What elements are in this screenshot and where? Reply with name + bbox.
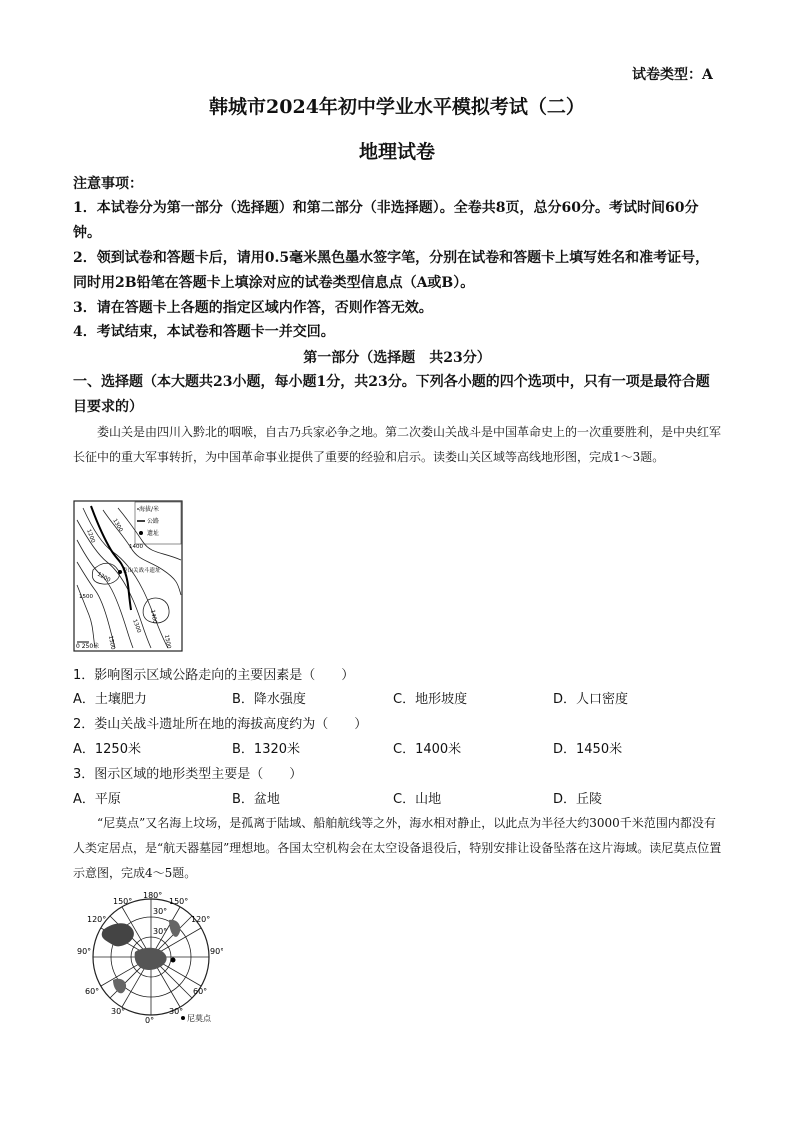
meridian-label: 120° — [191, 915, 211, 924]
contour-label: 1200 — [85, 528, 96, 544]
q1-option-b: B．降水强度 — [232, 692, 306, 707]
passage-loushanguan: 娄山关是由四川入黔北的咽喉，自古乃兵家必争之地。第二次娄山关战斗是中国革命史上的一次重要胜利，是中央红军长征中的重大军事转折，为中国革命事业提供了重要的经验和启示。读娄山关区域等高线地形图，完成1～3题。 — [73, 425, 722, 464]
meridian-label: 180° — [143, 891, 163, 900]
meridian-label: 0° — [145, 1016, 155, 1025]
contour-label: 1500 — [79, 594, 93, 600]
part-heading: 一、选择题（本大题共23小题，每小题1分，共23分。下列各小题的四个选项中，只有一项是最符合题目要求的） — [73, 374, 710, 415]
notice-heading: 注意事项： — [73, 176, 143, 192]
q2-option-c: C．1400米 — [393, 742, 462, 757]
q2-option-b: B．1320米 — [232, 742, 301, 757]
polar-map — [73, 890, 223, 1025]
contour-label: 1500 — [163, 634, 172, 650]
paper-type: 试卷类型：A — [632, 67, 713, 83]
contour-label: 1200 — [96, 571, 112, 584]
section-heading: 第一部分（选择题 共23分） — [303, 350, 491, 366]
contour-map — [73, 500, 183, 652]
parallel-label: 30° — [153, 907, 168, 916]
meridian-label: 30° — [169, 1007, 184, 1016]
legend-site-label: 遗址 — [147, 530, 160, 537]
q1-option-c: C．地形坡度 — [393, 692, 468, 707]
contour-label: 1400 — [149, 609, 158, 625]
q3-option-a: A．平原 — [73, 792, 121, 807]
parallel-label: 30° — [153, 927, 168, 936]
contour-label: 1300 — [111, 518, 124, 534]
notice-item: 2．领到试卷和答题卡后，请用0.5毫米黑色墨水签字笔，分别在试卷和答题卡上填写姓名和准考证号，同时用2B铅笔在答题卡上填涂对应的试卷类型信息点（A或B）。 — [73, 250, 710, 291]
passage-nemo: “尼莫点”又名海上坟场，是孤离于陆域、船舶航线等之外，海水相对静止，以此点为半径大约3000千米范围内都没有人类定居点，是“航天器墓园”理想地。各国太空机构会在太空设备退役后，特别安排让设备坠落在这片海域。读尼莫点位置示意图，完成4～5题。 — [73, 816, 722, 880]
site-label: 娄山关战斗遗址 — [122, 568, 161, 574]
legend-contour-label: 海拔/米 — [139, 506, 160, 513]
contour-label: 1300 — [131, 618, 142, 634]
exam-title: 韩城市2024年初中学业水平模拟考试（二） — [209, 96, 585, 118]
legend-road-label: 公路 — [147, 518, 160, 525]
meridian-label: 90° — [210, 947, 223, 956]
q3-option-c: C．山地 — [393, 792, 442, 807]
meridian-label: 150° — [169, 897, 189, 906]
contour-label: 1400 — [129, 544, 143, 550]
scale-label: 0 250米 — [76, 643, 100, 650]
contour-label: 1500 — [107, 635, 116, 651]
notice-item: 1．本试卷分为第一部分（选择题）和第二部分（非选择题）。全卷共8页，总分60分。考试时间60分钟。 — [73, 200, 699, 241]
q3-option-d: D．丘陵 — [553, 792, 603, 807]
q2-option-a: A．1250米 — [73, 742, 141, 757]
q3-option-b: B．盆地 — [232, 792, 280, 807]
question-1-stem: 1．影响图示区域公路走向的主要因素是（ ） — [73, 668, 355, 683]
q2-option-d: D．1450米 — [553, 742, 623, 757]
meridian-label: 150° — [113, 897, 133, 906]
question-3-stem: 3．图示区域的地形类型主要是（ ） — [73, 767, 303, 782]
question-2-stem: 2．娄山关战斗遗址所在地的海拔高度约为（ ） — [73, 717, 368, 732]
q1-option-d: D．人口密度 — [553, 692, 629, 707]
meridian-label: 90° — [77, 947, 92, 956]
exam-subtitle: 地理试卷 — [358, 141, 435, 163]
notice-item: 4．考试结束，本试卷和答题卡一并交回。 — [73, 324, 335, 340]
meridian-label: 30° — [111, 1007, 126, 1016]
meridian-label: 60° — [85, 987, 100, 996]
nemo-label: 尼莫点 — [187, 1014, 211, 1023]
meridian-label: 60° — [193, 987, 208, 996]
notice-item: 3．请在答题卡上各题的指定区域内作答，否则作答无效。 — [73, 300, 433, 316]
q1-option-a: A．土壤肥力 — [73, 692, 147, 707]
meridian-label: 120° — [87, 915, 107, 924]
